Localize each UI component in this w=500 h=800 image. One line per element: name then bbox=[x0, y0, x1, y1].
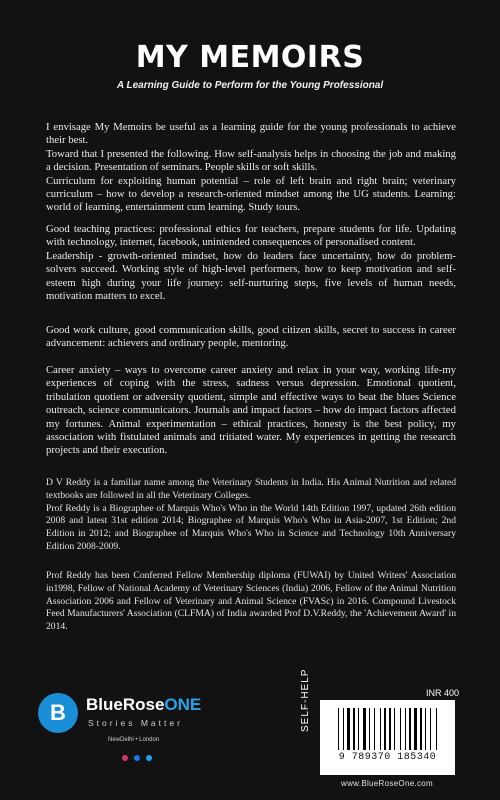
blurb-block-4 bbox=[46, 364, 456, 458]
barcode-bar bbox=[380, 708, 381, 750]
author-paragraph: Prof Reddy is a Biographee of Marquis Who's Who in the World 14th Edition 1997, updated 26th edition 2008 and latest 31st edition 2014; Biographee of Marquis Who's Who in Asia-2007, 1st Edition; 2nd Edition in 2012; and Biographee of Marquis Who's Who in Science and Technology 10th Anniversary Edition 2008-2009. bbox=[46, 502, 456, 552]
blurb-paragraph: Good work culture, good communication skills, good citizen skills, secret to success in career advancement: achievers and ordinary people, mentoring. bbox=[46, 324, 456, 350]
barcode-bar bbox=[400, 708, 401, 750]
barcode-bar bbox=[353, 708, 355, 750]
publisher-tagline: Stories Matter bbox=[88, 718, 183, 728]
publisher-name-accent: ONE bbox=[164, 695, 202, 714]
barcode-bar bbox=[347, 708, 350, 750]
publisher-website: www.BlueRoseOne.com bbox=[341, 779, 433, 788]
barcode-bar bbox=[436, 708, 437, 750]
publisher-name bbox=[86, 695, 201, 715]
barcode-bar bbox=[414, 708, 417, 750]
barcode-bar bbox=[338, 708, 339, 750]
publisher-locations: NewDelhi • London bbox=[108, 737, 160, 743]
barcode-bar bbox=[358, 708, 359, 750]
barcode-bar bbox=[405, 708, 406, 750]
instagram-icon bbox=[122, 755, 128, 761]
publisher-logo bbox=[38, 693, 238, 773]
book-subtitle: A Learning Guide to Perform for the Young Professional bbox=[116, 80, 384, 91]
barcode-bar bbox=[394, 708, 395, 750]
blurb-block-1 bbox=[46, 121, 456, 215]
social-icons bbox=[122, 748, 154, 756]
barcode-bar bbox=[343, 708, 344, 750]
blurb-paragraph: Curriculum for exploiting human potential – role of left brain and right brain; veterinary curriculum – how to develop a research-oriented mindset among the UG students. Learning: world of learning, entertainment cum learning. Study tours. bbox=[46, 174, 456, 214]
barcode-bar bbox=[430, 708, 431, 750]
barcode-bar bbox=[425, 708, 426, 750]
book-title: MY MEMOIRS bbox=[135, 40, 365, 75]
barcode-bar bbox=[420, 708, 422, 750]
barcode-bar bbox=[384, 708, 386, 750]
blurb-block-3 bbox=[46, 324, 456, 351]
barcode-bar bbox=[374, 708, 375, 750]
publisher-b-icon: B bbox=[38, 693, 78, 733]
blurb-paragraph: Career anxiety – ways to overcome career anxiety and relax in your way, working life-my experiences of coping with the stress, sadness versus depression. Emotional quotient, tribulation quotient or adversity quotient, simple and effective ways to beat the blues Science outreach, science communicators. Journals and impact factors – how do impact factors affected my fortunes. Animal experimentation – ethical practices, honesty is the best policy, my association with fistulated animals and tritiated water. My experiences in getting the research projects and their execution. bbox=[46, 364, 456, 457]
blurb-paragraph: Good teaching practices: professional ethics for teachers, prepare students for life. Updating with technology, internet, facebook, unintended consequences of personalised content. bbox=[46, 223, 456, 249]
facebook-icon bbox=[134, 755, 140, 761]
barcode-bars bbox=[338, 708, 448, 750]
author-bio-1 bbox=[46, 477, 456, 554]
blurb-block-2 bbox=[46, 223, 456, 303]
author-bio-2 bbox=[46, 570, 456, 634]
barcode-bar bbox=[363, 708, 366, 750]
author-paragraph: Prof Reddy has been Conferred Fellow Membership diploma (FUWAI) by United Writers' Association in1998, Fellow of National Academy of Veterinary Sciences (India) 2006, Fellow of the Animal Nutrition Association 2006 and Fellow of Veterinary and Animal Science (FVASc) in 2016. Compound Livestock Feed Manufacturers' Association (CLFMA) of India awarded Prof D.V.Reddy, the 'Achievement Award' in 2014. bbox=[46, 570, 456, 633]
barcode-bar bbox=[389, 708, 391, 750]
barcode-bar bbox=[409, 708, 411, 750]
barcode bbox=[320, 700, 455, 775]
blurb-paragraph: I envisage My Memoirs be useful as a learning guide for the young professionals to achieve their best. bbox=[46, 121, 456, 147]
twitter-icon bbox=[146, 755, 152, 761]
isbn-digits: 9 789370 185340 bbox=[338, 752, 437, 763]
blurb-paragraph: Toward that I presented the following. How self-analysis helps in choosing the job and making a decision. Presentation of seminars. People skills or soft skills. bbox=[46, 147, 456, 174]
category-label: SELF-HELP bbox=[300, 668, 311, 732]
blurb-paragraph: Leadership - growth-oriented mindset, how do leaders face uncertainty, how do problem-solvers succeed. Working style of high-level performers, how to keep motivation and self-esteem high during your life journey: self-nurturing steps, five levels of human needs, motivation matters to excel. bbox=[46, 249, 456, 303]
publisher-name-main: BlueRose bbox=[86, 695, 165, 714]
barcode-bar bbox=[369, 708, 370, 750]
author-paragraph: D V Reddy is a familiar name among the Veterinary Students in India. His Animal Nutrition and related textbooks are followed in all the Veterinary Colleges. bbox=[46, 477, 456, 501]
price-label: INR 400 bbox=[426, 688, 460, 698]
